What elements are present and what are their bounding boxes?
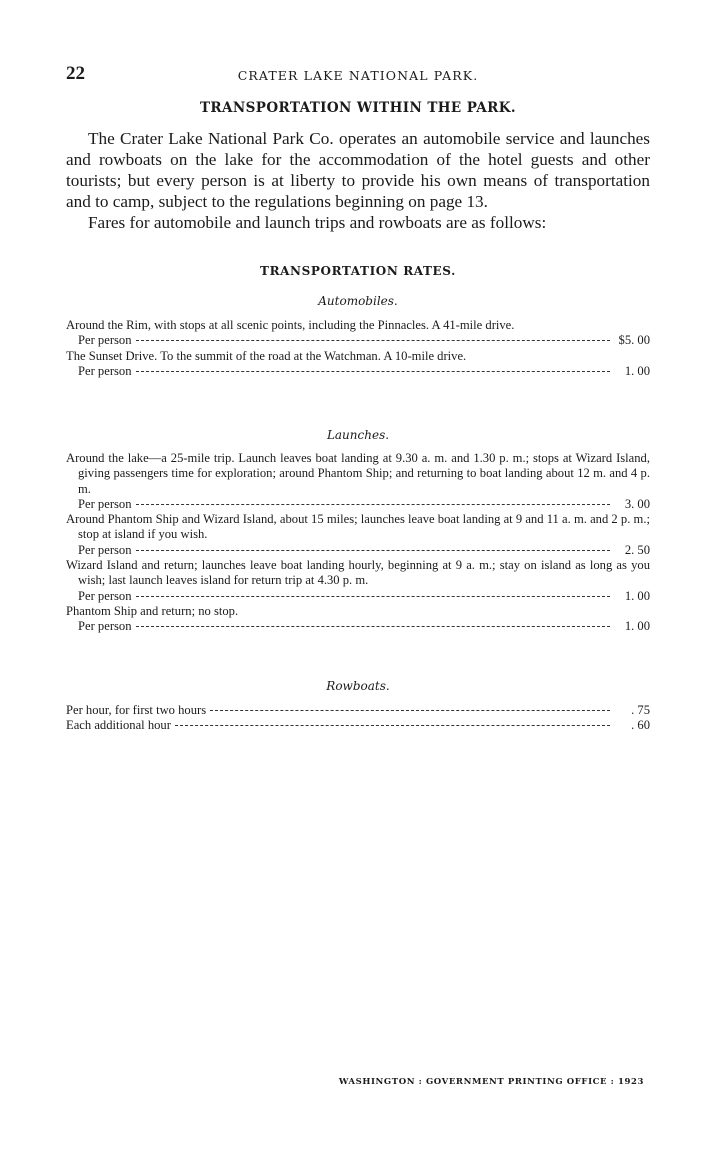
rate-price: . 75: [631, 703, 650, 717]
rate-price: 1. 00: [624, 619, 650, 634]
page-header: [66, 63, 650, 85]
intro-paragraph: Fares for automobile and launch trips and rowboats are as follows:: [88, 213, 547, 232]
rate-entry: [66, 318, 650, 349]
intro-text: [66, 128, 650, 233]
printer-imprint: WASHINGTON : GOVERNMENT PRINTING OFFICE : 1923: [338, 1077, 644, 1087]
dot-leader: [136, 625, 610, 627]
rate-price: 3. 00: [624, 496, 650, 511]
rate-entry: [66, 604, 650, 635]
running-title: CRATER LAKE NATIONAL PARK.: [237, 68, 479, 83]
rate-description: Around Phantom Ship and Wizard Island, about 15 miles; launches leave boat landing at 9 and 11 a. m. and 2 p. m.; stop at island if you wish.: [66, 512, 650, 542]
rate-description: The Sunset Drive. To the summit of the road at the Watchman. A 10-mile drive.: [66, 348, 467, 363]
rate-row: [66, 543, 650, 558]
dot-leader: [136, 503, 610, 505]
rate-price: 1. 00: [624, 588, 650, 603]
rates-table-title: TRANSPORTATION RATES.: [260, 264, 456, 278]
rate-entry: [66, 451, 650, 512]
dot-leader: [210, 709, 610, 711]
rate-row: [66, 364, 650, 379]
rate-label: Each additional hour: [66, 718, 171, 733]
launches-rates: [66, 451, 650, 635]
rate-entry: [66, 558, 650, 604]
rate-price: . 60: [631, 718, 650, 733]
rate-label: Per hour, for first two hours: [66, 703, 207, 717]
rate-description: Wizard Island and return; launches leave boat landing hourly, beginning at 9 a. m.; stay on island as long as you wish; last launch leaves island for return trip at 4.30 p. m.: [66, 558, 650, 588]
intro-paragraph: The Crater Lake National Park Co. operates an automobile service and launches and rowboats on the lake for the accommodation of the hotel guests and other tourists; but every person is at liberty to provide his own means of transportation and to camp, subject to the regulations beginning on page 13.: [66, 129, 650, 211]
rate-description: Around the Rim, with stops at all scenic points, including the Pinnacles. A 41-mile drive.: [66, 318, 515, 332]
rate-label: Per person: [78, 542, 132, 557]
section-title: TRANSPORTATION WITHIN THE PARK.: [199, 100, 517, 116]
dot-leader: [136, 595, 610, 597]
rate-label: Per person: [78, 363, 132, 378]
automobiles-rates: [66, 318, 650, 379]
rate-label: Per person: [78, 333, 132, 348]
dot-leader: [136, 370, 610, 372]
page-number: 22: [66, 63, 85, 84]
rate-price: 1. 00: [624, 363, 650, 378]
rate-row: [66, 589, 650, 604]
dot-leader: [136, 339, 610, 341]
rate-price: $5. 00: [618, 333, 650, 348]
rate-row: [66, 718, 650, 733]
dot-leader: [175, 724, 610, 726]
rate-row: [66, 333, 650, 348]
rate-label: Per person: [78, 588, 132, 603]
rate-label: Per person: [78, 496, 132, 511]
rate-row: [66, 703, 650, 718]
rowboats-heading: Rowboats.: [326, 679, 390, 693]
rate-label: Per person: [78, 619, 132, 634]
rate-description: Around the lake—a 25-mile trip. Launch leaves boat landing at 9.30 a. m. and 1.30 p. m.; stops at Wizard Island, giving passengers time for exploration; around Phantom Ship; and returning to boat landing about 12 m. and 4 p. m.: [66, 451, 650, 496]
rate-price: 2. 50: [624, 542, 650, 557]
rate-entry: [66, 349, 650, 380]
dot-leader: [136, 549, 610, 551]
launches-heading: Launches.: [326, 428, 390, 442]
automobiles-heading: Automobiles.: [318, 294, 398, 308]
rate-entry: [66, 512, 650, 558]
rowboats-rates: [66, 703, 650, 734]
rate-row: [66, 497, 650, 512]
rate-row: [66, 619, 650, 634]
rate-description: Phantom Ship and return; no stop.: [66, 603, 239, 618]
